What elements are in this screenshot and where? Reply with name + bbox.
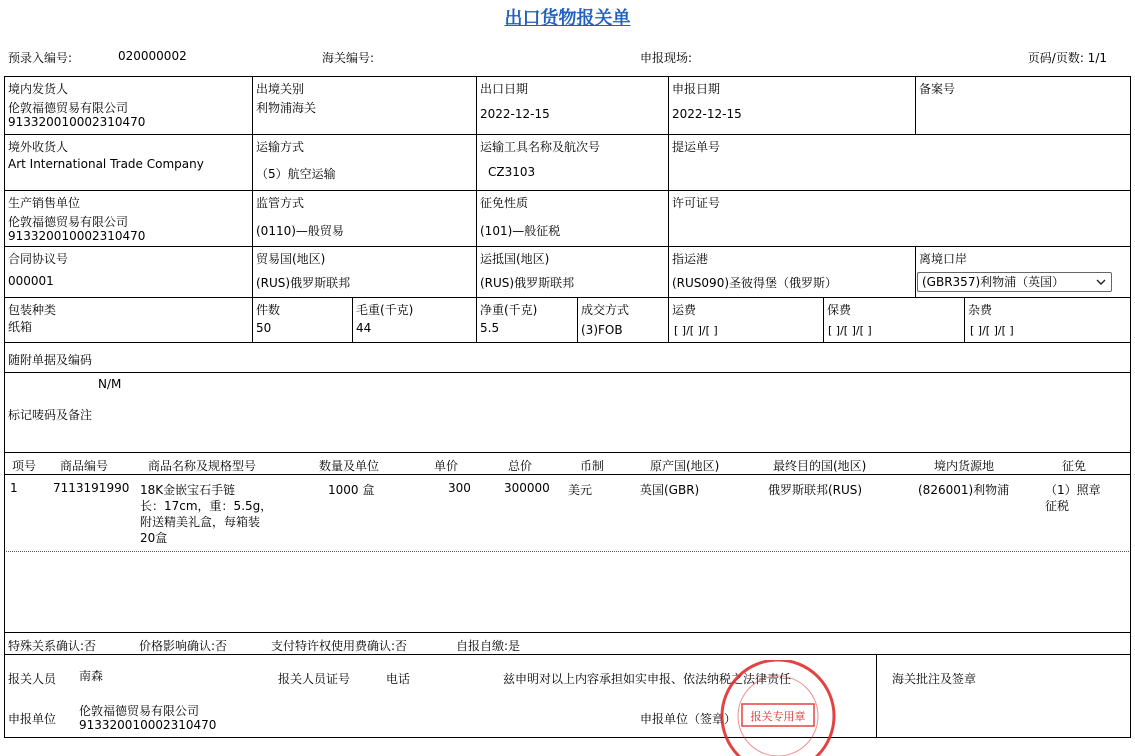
vessel-value: CZ3103 — [488, 165, 536, 179]
col-header-source: 境内货源地 — [934, 459, 995, 473]
self-pay-confirm: 自报自缴:是 — [456, 639, 521, 653]
goods-no: 1 — [10, 481, 18, 495]
goods-total: 300000 — [504, 481, 550, 495]
shipper-name: 伦敦福德贸易有限公司 — [8, 101, 129, 115]
declaration-statement: 兹申明对以上内容承担如实申报、依法纳税之法律责任 — [503, 672, 792, 686]
export-date-value: 2022-12-15 — [480, 107, 550, 121]
goods-levy-line: 征税 — [1045, 499, 1070, 513]
customs-no-label: 海关编号: — [322, 51, 375, 65]
package-label: 包装种类 — [8, 303, 57, 317]
insurance-value: [ ]/[ ]/[ ] — [828, 324, 872, 337]
net-weight-label: 净重(千克) — [480, 303, 538, 317]
terms-label: 成交方式 — [581, 303, 630, 317]
producer-code: 913320010002310470 — [8, 229, 146, 243]
pre-entry-value: 020000002 — [118, 49, 187, 63]
exit-port-select[interactable] — [917, 272, 1112, 292]
record-no-label: 备案号 — [919, 82, 956, 96]
declaring-unit-label: 申报单位 — [8, 712, 57, 726]
declare-site-label: 申报现场: — [640, 51, 693, 65]
freight-value: [ ]/[ ]/[ ] — [674, 324, 718, 337]
producer-name: 伦敦福德贸易有限公司 — [8, 215, 129, 229]
trade-country-value: (RUS)俄罗斯联邦 — [256, 276, 351, 290]
goods-name-line: 20盒 — [140, 531, 168, 545]
goods-code: 7113191990 — [53, 481, 130, 495]
supervision-value: (0110)—般贸易 — [256, 224, 344, 238]
levy-value: (101)—般征税 — [480, 224, 561, 238]
declaring-unit-name: 伦敦福德贸易有限公司 — [79, 704, 200, 718]
net-weight-value: 5.5 — [480, 321, 500, 335]
goods-currency: 美元 — [568, 483, 593, 497]
misc-label: 杂费 — [968, 303, 993, 317]
contract-label: 合同协议号 — [8, 252, 69, 266]
goods-levy-line: （1）照章 — [1045, 483, 1101, 497]
package-value: 纸箱 — [8, 320, 33, 334]
bl-label: 提运单号 — [672, 140, 721, 154]
company-seal — [716, 660, 840, 756]
terms-value: (3)FOB — [581, 323, 623, 337]
transport-mode-label: 运输方式 — [256, 140, 305, 154]
pre-entry-label: 预录入编号: — [8, 51, 73, 65]
declaring-unit-code: 913320010002310470 — [79, 718, 217, 732]
col-header-name: 商品名称及规格型号 — [148, 459, 257, 473]
port-label: 指运港 — [672, 252, 709, 266]
vessel-label: 运输工具名称及航次号 — [480, 140, 601, 154]
exit-port-label: 离境口岸 — [919, 252, 968, 266]
goods-name-line: 附送精美礼盒，每箱装 — [140, 515, 261, 529]
goods-name-line: 18K金嵌宝石手链 — [140, 483, 236, 497]
consignee-name: Art International Trade Company — [8, 157, 204, 171]
transport-mode-value: （5）航空运输 — [256, 167, 336, 181]
exit-customs-value: 利物浦海关 — [256, 101, 317, 115]
supervision-label: 监管方式 — [256, 196, 305, 210]
col-header-total: 总价 — [508, 459, 533, 473]
chevron-down-icon — [1095, 276, 1107, 288]
col-header-currency: 币制 — [580, 459, 605, 473]
declare-date-value: 2022-12-15 — [672, 107, 742, 121]
gross-weight-label: 毛重(千克) — [356, 303, 414, 317]
goods-name-line: 长：17cm，重：5.5g， — [140, 499, 273, 513]
pieces-value: 50 — [256, 321, 272, 335]
col-header-unit-price: 单价 — [434, 459, 459, 473]
goods-origin: 英国(GBR) — [640, 483, 700, 497]
phone-label: 电话 — [386, 672, 411, 686]
col-header-origin: 原产国(地区) — [650, 459, 720, 473]
consignee-label: 境外收货人 — [8, 140, 69, 154]
export-date-label: 出口日期 — [480, 82, 529, 96]
misc-value: [ ]/[ ]/[ ] — [970, 324, 1014, 337]
declarant-label: 报关人员 — [8, 672, 57, 686]
insurance-label: 保费 — [827, 303, 852, 317]
trade-country-label: 贸易国(地区) — [256, 252, 326, 266]
shipper-label: 境内发货人 — [8, 82, 69, 96]
col-header-final-dest: 最终目的国(地区) — [773, 459, 867, 473]
unit-seal-label: 申报单位（签章） — [640, 712, 737, 726]
col-header-code: 商品编号 — [60, 459, 109, 473]
levy-label: 征免性质 — [480, 196, 529, 210]
goods-qty: 1000 盒 — [328, 483, 375, 497]
port-value: (RUS090)圣彼得堡（俄罗斯） — [672, 276, 838, 290]
seal-text: 报关专用章 — [750, 710, 806, 723]
price-impact-confirm: 价格影响确认:否 — [139, 639, 228, 653]
dest-country-label: 运抵国(地区) — [480, 252, 550, 266]
exit-customs-label: 出境关别 — [256, 82, 305, 96]
license-label: 许可证号 — [672, 196, 721, 210]
declare-date-label: 申报日期 — [672, 82, 721, 96]
goods-unit-price: 300 — [448, 481, 471, 495]
marks-label: 标记唛码及备注 — [8, 408, 93, 422]
form-title: 出口货物报关单 — [504, 8, 631, 29]
royalty-confirm: 支付特许权使用费确认:否 — [271, 639, 408, 653]
docs-label: 随附单据及编码 — [8, 353, 93, 367]
declarant-id-label: 报关人员证号 — [278, 672, 351, 686]
special-relation-confirm: 特殊关系确认:否 — [8, 639, 97, 653]
page-indicator: 页码/页数: 1/1 — [1027, 51, 1107, 65]
pieces-label: 件数 — [256, 303, 281, 317]
goods-final-dest: 俄罗斯联邦(RUS) — [768, 483, 863, 497]
customs-note-label: 海关批注及签章 — [892, 672, 977, 686]
goods-source: (826001)利物浦 — [918, 483, 1010, 497]
gross-weight-value: 44 — [356, 321, 372, 335]
col-header-no: 项号 — [12, 459, 37, 473]
freight-label: 运费 — [672, 303, 697, 317]
shipper-code: 913320010002310470 — [8, 115, 146, 129]
col-header-qty: 数量及单位 — [319, 459, 380, 473]
declarant-value: 南森 — [79, 669, 104, 683]
col-header-levy: 征免 — [1062, 459, 1087, 473]
exit-port-selected-value: (GBR357)利物浦（英国） — [922, 275, 1065, 289]
contract-value: 000001 — [8, 274, 54, 288]
dest-country-value: (RUS)俄罗斯联邦 — [480, 276, 575, 290]
producer-label: 生产销售单位 — [8, 196, 81, 210]
marks-value: N/M — [98, 377, 122, 391]
